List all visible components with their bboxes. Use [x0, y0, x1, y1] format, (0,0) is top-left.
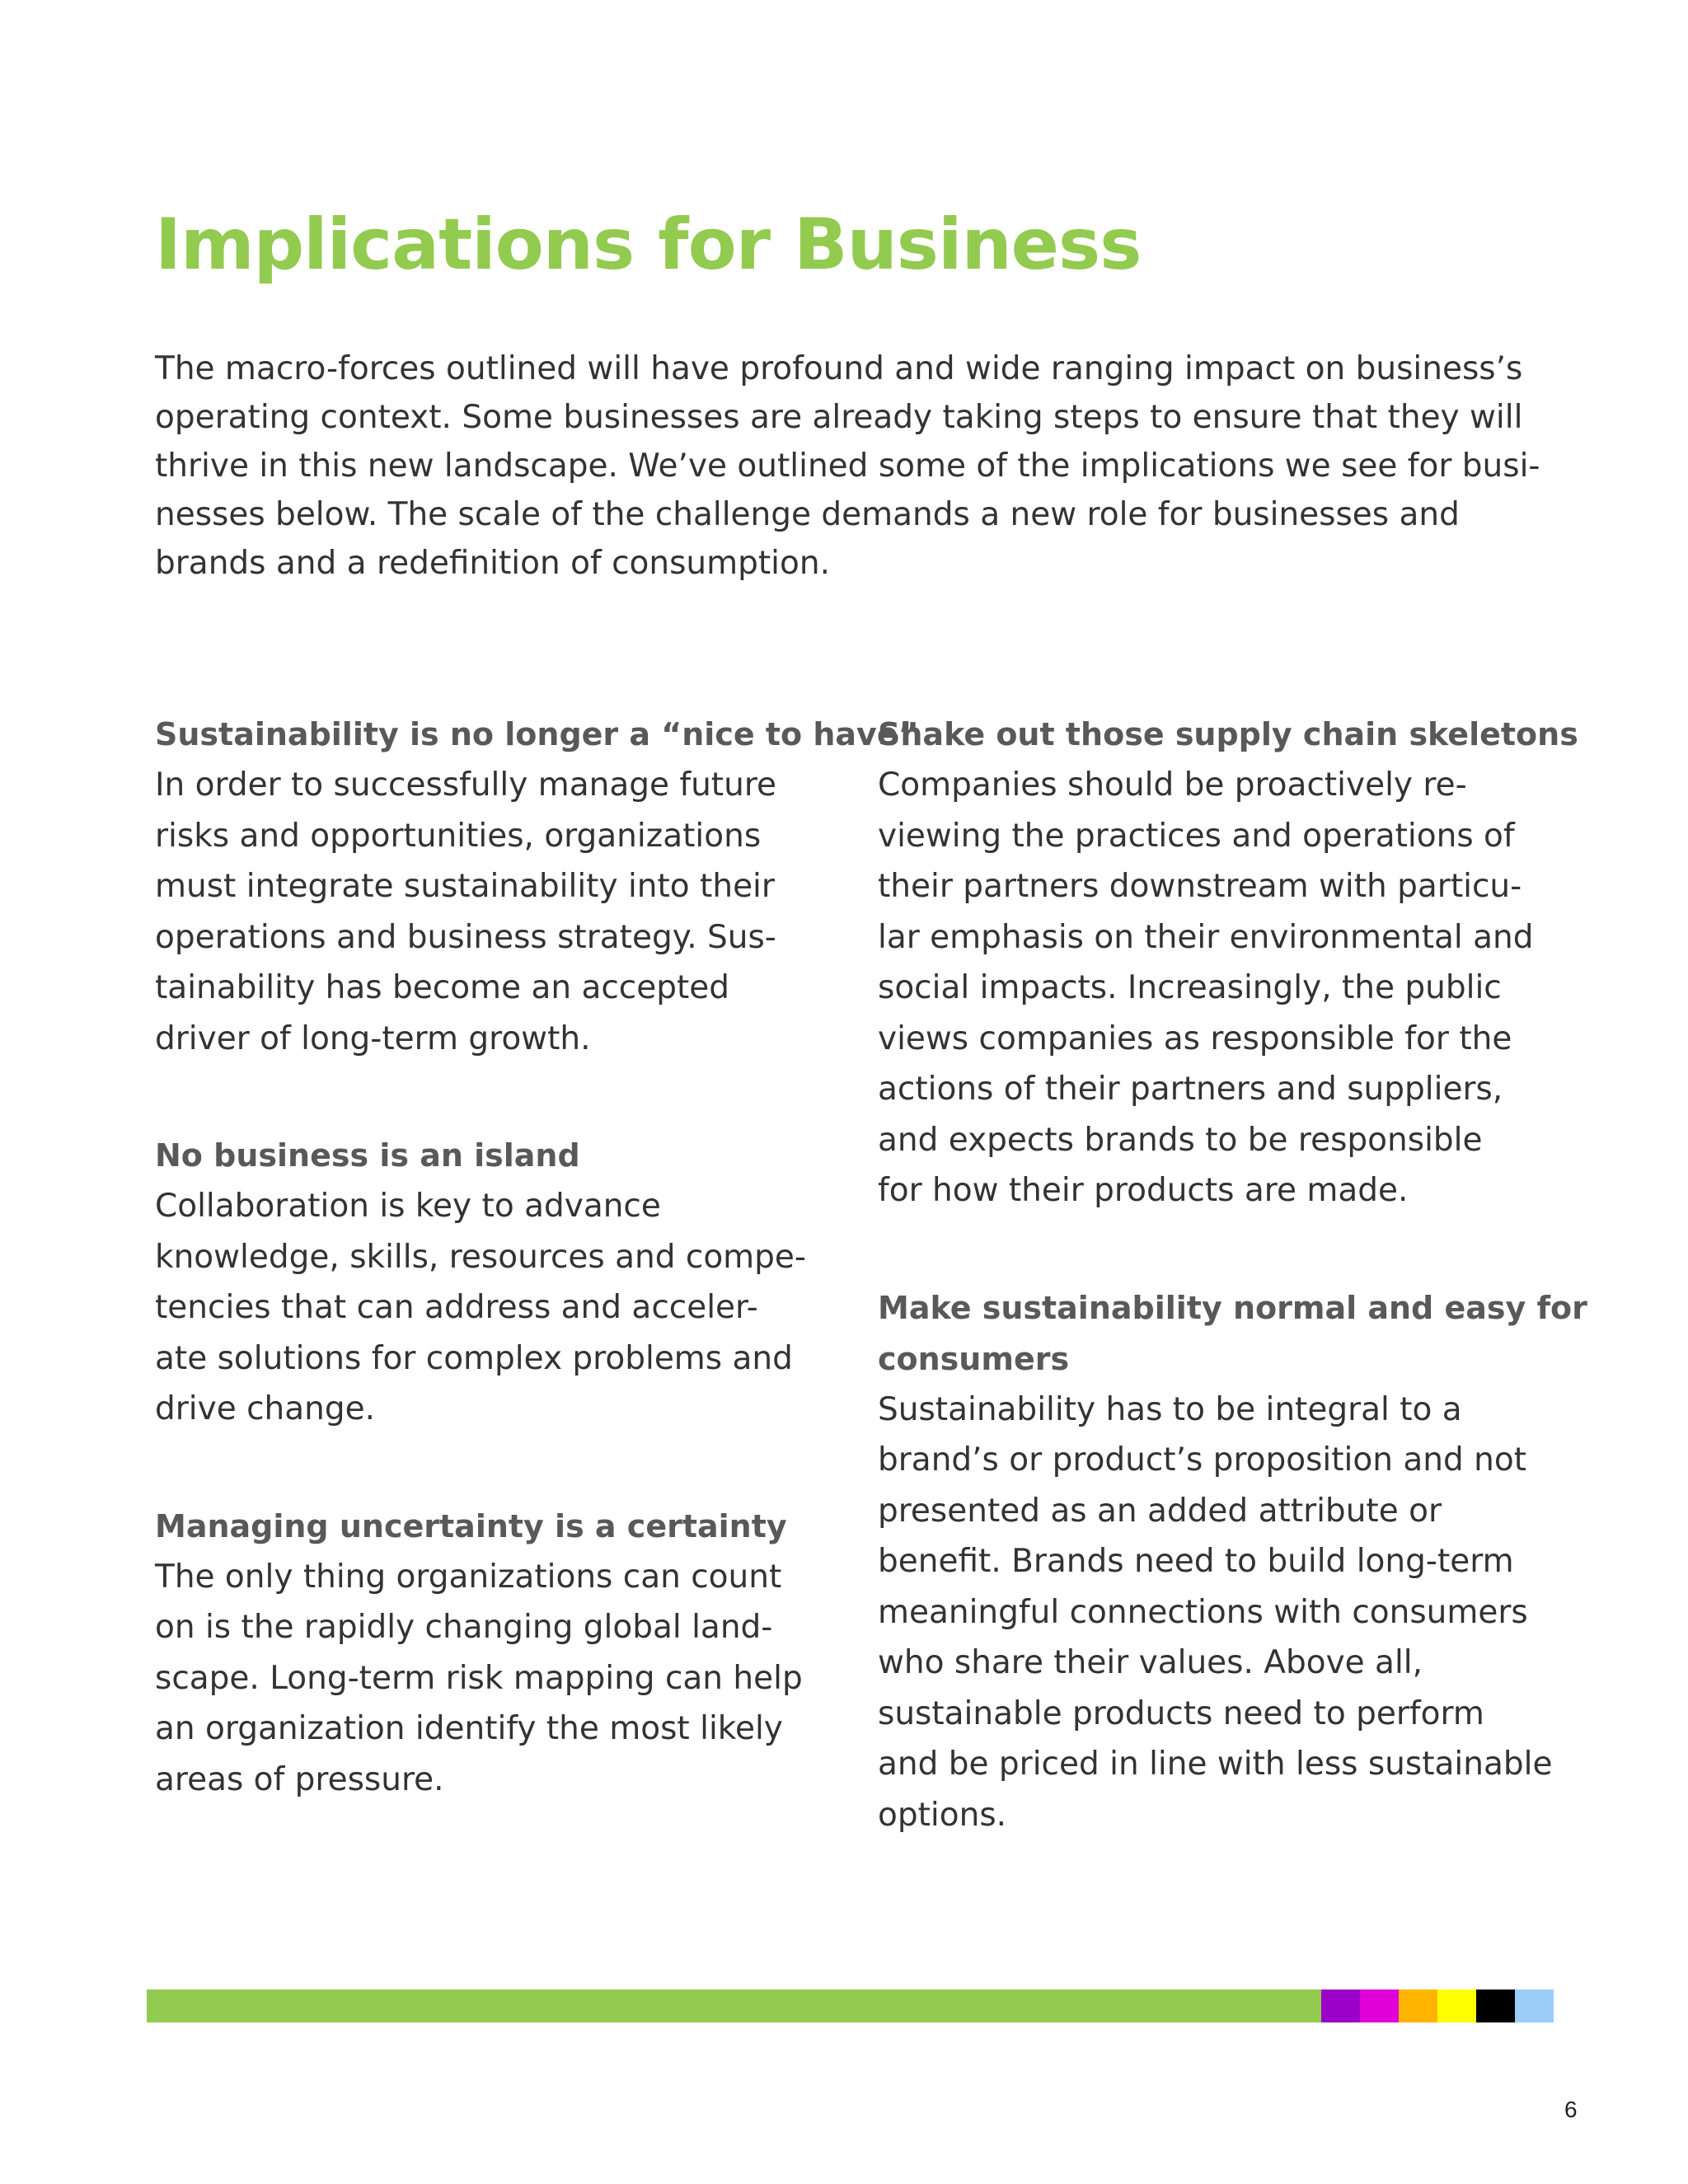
- intro-line: nesses below. The scale of the challenge demands a new role for businesses and: [155, 496, 1460, 533]
- section-body-line: sustainable products need to perform: [878, 1694, 1484, 1732]
- section-body-line: knowledge, skills, resources and compe-: [155, 1238, 806, 1276]
- intro-paragraph: [155, 344, 1556, 588]
- color-bar-main: [147, 1990, 1321, 2022]
- section-heading-line: Sustainability is no longer a “nice to have”: [155, 716, 919, 752]
- section-body-line: tencies that can address and acceler-: [155, 1289, 758, 1326]
- section-heading: [155, 1130, 823, 1181]
- section-supply-chain-skeletons: [878, 709, 1578, 1216]
- section-body: [878, 760, 1545, 1216]
- section-body-line: In order to successfully manage future: [155, 766, 776, 804]
- section-body-line: and be priced in line with less sustainable: [878, 1746, 1553, 1783]
- section-no-business-island: [155, 1130, 823, 1435]
- section-body-line: areas of pressure.: [155, 1760, 444, 1798]
- section-body-line: lar emphasis on their environmental and: [878, 918, 1534, 956]
- section-body-line: for how their products are made.: [878, 1172, 1409, 1209]
- section-body-line: Companies should be proactively re-: [878, 766, 1467, 804]
- section-sustainability-normal-easy: [878, 1282, 1587, 1841]
- right-column: [878, 709, 1587, 1840]
- page-number: 6: [1564, 2097, 1578, 2122]
- section-heading-line: Shake out those supply chain skeletons: [878, 716, 1578, 752]
- section-body-line: brand’s or product’s proposition and not: [878, 1441, 1526, 1479]
- page-title: Implications for Business: [155, 204, 1142, 286]
- section-sustainability-nice-to-have: [155, 709, 919, 1064]
- color-bar-swatch: [1437, 1990, 1476, 2022]
- section-heading: [878, 1282, 1587, 1385]
- section-body-line: risks and opportunities, organizations: [155, 817, 762, 855]
- section-body-line: tainability has become an accepted: [155, 969, 730, 1006]
- section-body-line: viewing the practices and operations of: [878, 817, 1515, 855]
- section-body: [155, 1552, 823, 1806]
- section-body-line: scape. Long-term risk mapping can help: [155, 1659, 803, 1697]
- section-heading: [155, 709, 919, 760]
- section-body-line: driver of long-term growth.: [155, 1019, 591, 1057]
- intro-line: The macro-forces outlined will have profound and wide ranging impact on business’s: [155, 350, 1523, 387]
- section-heading: [878, 709, 1578, 760]
- intro-line: operating context. Some businesses are already taking steps to ensure that they will: [155, 399, 1523, 436]
- color-bar-swatch: [1360, 1990, 1399, 2022]
- color-bar-swatch: [1515, 1990, 1554, 2022]
- section-body-line: operations and business strategy. Sus-: [155, 918, 776, 956]
- section-body-line: views companies as responsible for the: [878, 1019, 1512, 1057]
- section-body-line: presented as an added attribute or: [878, 1492, 1442, 1530]
- section-body-line: and expects brands to be responsible: [878, 1121, 1483, 1159]
- section-body-line: benefit. Brands need to build long-term: [878, 1543, 1514, 1580]
- section-heading-line: Managing uncertainty is a certainty: [155, 1507, 787, 1544]
- section-body-line: meaningful connections with consumers: [878, 1593, 1528, 1631]
- section-managing-uncertainty: [155, 1501, 823, 1806]
- section-body-line: actions of their partners and suppliers,: [878, 1071, 1503, 1108]
- section-body-line: their partners downstream with particu-: [878, 868, 1522, 905]
- left-column: [155, 709, 919, 1805]
- section-body-line: Collaboration is key to advance: [155, 1188, 661, 1225]
- intro-line: thrive in this new landscape. We’ve outlined some of the implications we see for busi-: [155, 448, 1540, 485]
- section-heading-line: Make sustainability normal and easy for: [878, 1289, 1587, 1326]
- section-body-line: social impacts. Increasingly, the public: [878, 969, 1502, 1006]
- footer-color-bar: [147, 1990, 1554, 2022]
- section-heading-line: No business is an island: [155, 1137, 580, 1174]
- color-bar-swatch: [1399, 1990, 1437, 2022]
- section-body-line: Sustainability has to be integral to a: [878, 1390, 1462, 1428]
- section-body: [155, 760, 823, 1064]
- color-bar-swatch: [1321, 1990, 1360, 2022]
- intro-line: brands and a redefinition of consumption.: [155, 545, 830, 582]
- section-body-line: must integrate sustainability into their: [155, 868, 775, 905]
- section-heading-line: consumers: [878, 1340, 1070, 1377]
- section-body-line: options.: [878, 1796, 1007, 1834]
- section-body: [878, 1385, 1553, 1841]
- section-heading: [155, 1501, 823, 1552]
- section-body: [155, 1181, 823, 1435]
- section-body-line: ate solutions for complex problems and: [155, 1339, 793, 1377]
- section-body-line: on is the rapidly changing global land-: [155, 1609, 773, 1646]
- section-body-line: who share their values. Above all,: [878, 1644, 1423, 1681]
- color-bar-swatch: [1476, 1990, 1515, 2022]
- section-body-line: drive change.: [155, 1390, 376, 1427]
- section-body-line: an organization identify the most likely: [155, 1710, 783, 1747]
- section-body-line: The only thing organizations can count: [155, 1558, 782, 1596]
